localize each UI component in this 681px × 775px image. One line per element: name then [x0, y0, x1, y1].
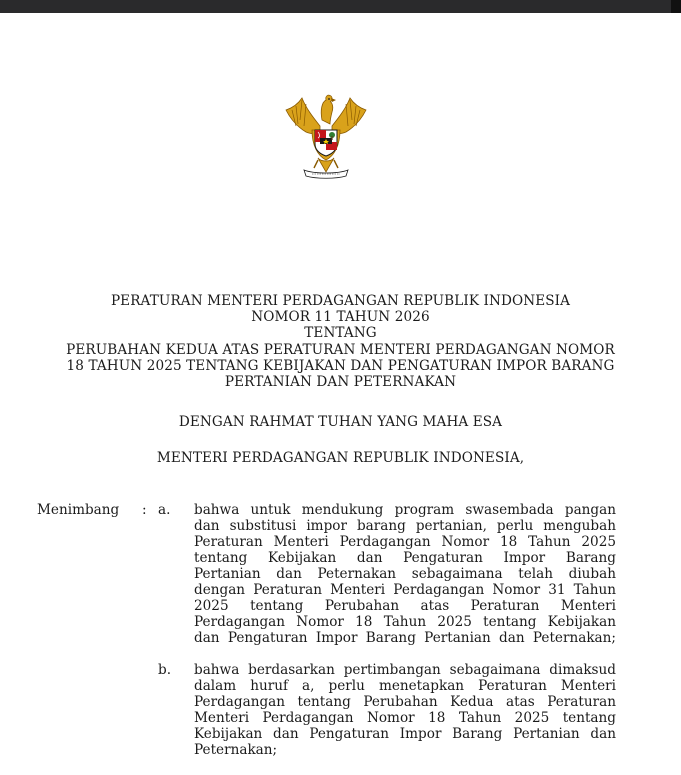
item-line: dan Pengaturan Impor Barang Pertanian dan Peternakan;	[194, 630, 616, 646]
title-line: PERATURAN MENTERI PERDAGANGAN REPUBLIK INDONESIA	[110, 293, 571, 309]
item-letter-a: a.	[158, 502, 171, 518]
regulation-title	[0, 293, 681, 390]
menimbang-item-a	[194, 502, 616, 646]
item-line: 2025 tentang Perubahan atas Peraturan Menteri	[194, 598, 616, 614]
item-line: bahwa untuk mendukung program swasembada pangan	[194, 502, 616, 518]
item-line: Peternakan;	[194, 742, 278, 758]
item-line: Pertanian dan Peternakan sebagaimana telah diubah	[194, 566, 616, 582]
item-line: Perdagangan tentang Perubahan Kedua atas Peraturan	[194, 694, 616, 710]
title-line: PERTANIAN DAN PETERNAKAN	[224, 374, 457, 391]
menimbang-colon: :	[142, 502, 147, 518]
title-line: PERUBAHAN KEDUA ATAS PERATURAN MENTERI PERDAGANGAN NOMOR	[66, 341, 615, 358]
menimbang-label: Menimbang	[37, 502, 120, 518]
item-line: bahwa berdasarkan pertimbangan sebagaimana dimaksud	[194, 662, 616, 678]
garuda-pancasila-emblem-icon	[276, 86, 376, 186]
rahmat-text: DENGAN RAHMAT TUHAN YANG MAHA ESA	[178, 414, 503, 430]
item-line: Menteri Perdagangan Nomor 18 Tahun 2025 tentang	[194, 710, 616, 726]
item-line: tentang Kebijakan dan Pengaturan Impor Barang	[194, 550, 616, 566]
item-line: dan substitusi impor barang pertanian, perlu mengubah	[194, 518, 616, 534]
issuer-text: MENTERI PERDAGANGAN REPUBLIK INDONESIA,	[156, 450, 525, 466]
item-line: Perdagangan Nomor 18 Tahun 2025 tentang Kebijakan	[194, 614, 616, 630]
item-line: dengan Peraturan Menteri Perdagangan Nomor 31 Tahun	[194, 582, 616, 598]
title-line: TENTANG	[304, 325, 377, 342]
menimbang-item-b	[194, 662, 616, 758]
issuer-line	[0, 450, 681, 466]
rahmat-line	[0, 414, 681, 430]
item-letter-b: b.	[158, 662, 172, 678]
item-line: dalam huruf a, perlu menetapkan Peraturan Menteri	[194, 678, 616, 694]
title-line: NOMOR 11 TAHUN 2026	[251, 309, 430, 326]
screen-top-bar	[0, 0, 681, 13]
top-bar-corner	[671, 0, 681, 13]
title-line: 18 TAHUN 2025 TENTANG KEBIJAKAN DAN PENGATURAN IMPOR BARANG	[66, 357, 615, 374]
item-line: Kebijakan dan Pengaturan Impor Barang Pertanian dan	[194, 726, 616, 742]
item-line: Peraturan Menteri Perdagangan Nomor 18 Tahun 2025	[194, 534, 616, 550]
